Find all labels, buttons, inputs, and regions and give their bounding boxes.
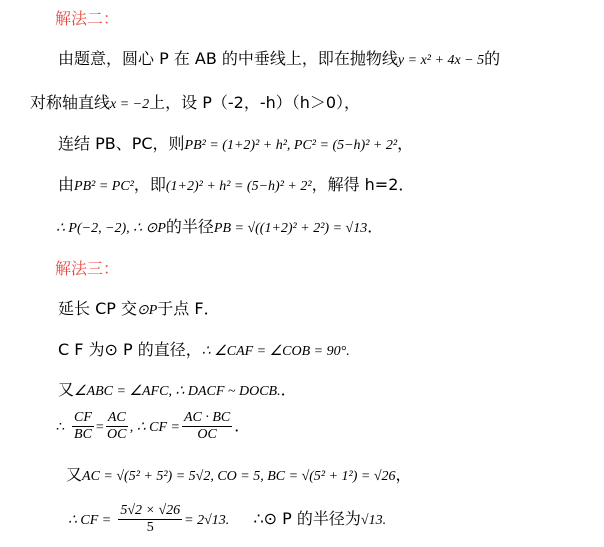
method2-line5-end: ． [367, 217, 384, 236]
fraction-denominator: BC [74, 427, 92, 442]
fraction-denominator: OC [107, 427, 127, 442]
radius-equation: PB = √((1+2)² + 2²) = √13 [213, 221, 368, 236]
expanded-equation: (1+2)² + h² = (5−h)² + 2² [165, 179, 312, 194]
method3-line6 [68, 503, 386, 536]
therefore-symbol: ∴ [56, 420, 65, 435]
cf-equals: , ∴ CF = [129, 420, 180, 435]
cf-result: = 2√13. [184, 513, 230, 528]
method2-line1 [58, 46, 500, 69]
method2-line4-text: 由 [58, 175, 75, 194]
fraction-denominator: 5 [146, 520, 154, 535]
method2-line4 [58, 172, 414, 195]
fraction-numerator: 5√2 × √26 [120, 503, 181, 518]
method3-line2-text: C F 为⊙ P 的直径， [58, 340, 202, 359]
radius-result: √13. [360, 513, 387, 528]
method3-line3 [58, 377, 297, 400]
method3-line1-end: 于点 F． [157, 299, 220, 318]
method2-heading: 解法二： [55, 9, 120, 28]
cf-prefix: ∴ CF = [68, 513, 112, 528]
lengths-equation: AC = √(5² + 5²) = 5√2, CO = 5, BC = √(5² + 1²) = √26 [82, 469, 396, 484]
method3-line6-text: ∴⊙ P 的半径为 [253, 509, 361, 528]
fraction-cf-bc [72, 410, 94, 443]
method2-line2-rest: 上，设 P（-2，-h）（h＞0）， [149, 93, 361, 112]
fraction-cf-value [118, 503, 182, 536]
fraction-numerator: AC · BC [183, 410, 231, 425]
method2-line5-text: 的半径 [165, 217, 214, 236]
method3-line1 [58, 296, 220, 319]
fraction-numerator: CF [74, 410, 92, 425]
parabola-equation: y = x² + 4x − 5 [397, 53, 485, 68]
method2-line1-text: 由题意，圆心 P 在 AB 的中垂线上，即在抛物线 [58, 49, 398, 68]
axis-equation: x = −2 [110, 97, 150, 112]
method3-line4-end: ． [234, 416, 251, 435]
method3-heading: 解法三： [55, 259, 120, 278]
method2-line3 [58, 131, 413, 154]
pb-equals-pc-equation: PB² = PC² [74, 179, 134, 194]
method2-line2-text: 对称轴直线 [30, 93, 111, 112]
point-p-equation: ∴ P(−2, −2), ∴ ⊙P [56, 221, 166, 236]
method2-line1-end: 的 [484, 49, 501, 68]
method3-line4 [56, 410, 250, 443]
method2-line3-end: ， [397, 134, 414, 153]
fraction-ac-oc [106, 410, 128, 443]
method3-line5-text: 又 [66, 465, 83, 484]
method3-line3-text: 又 [58, 380, 75, 399]
fraction-numerator: AC [107, 410, 126, 425]
method2-line4-result: ，解得 h=2． [311, 175, 415, 194]
method2-line2 [30, 90, 360, 113]
method3-line1-text: 延长 CP 交 [58, 299, 137, 318]
right-angle-equation: ∴ ∠CAF = ∠COB = 90°. [201, 344, 350, 359]
circle-p-symbol: ⊙P [137, 303, 158, 318]
method3-line3-end: ． [280, 380, 297, 399]
pb-pc-squared-equation: PB² = (1+2)² + h², PC² = (5−h)² + 2² [184, 138, 398, 153]
similar-triangle-equation: ∠ABC = ∠AFC, ∴ DACF ~ DOCB. [74, 384, 281, 399]
fraction-denominator: OC [197, 427, 217, 442]
equals-sign: = [95, 420, 104, 435]
method3-line5-end: ， [395, 465, 412, 484]
method3-line5 [66, 462, 412, 485]
method2-line3-text: 连结 PB、PC，则 [58, 134, 185, 153]
method2-line4-mid: ，即 [133, 175, 166, 194]
method3-line2 [58, 337, 350, 360]
method2-line5 [56, 214, 383, 237]
fraction-acbc-oc [182, 410, 232, 443]
